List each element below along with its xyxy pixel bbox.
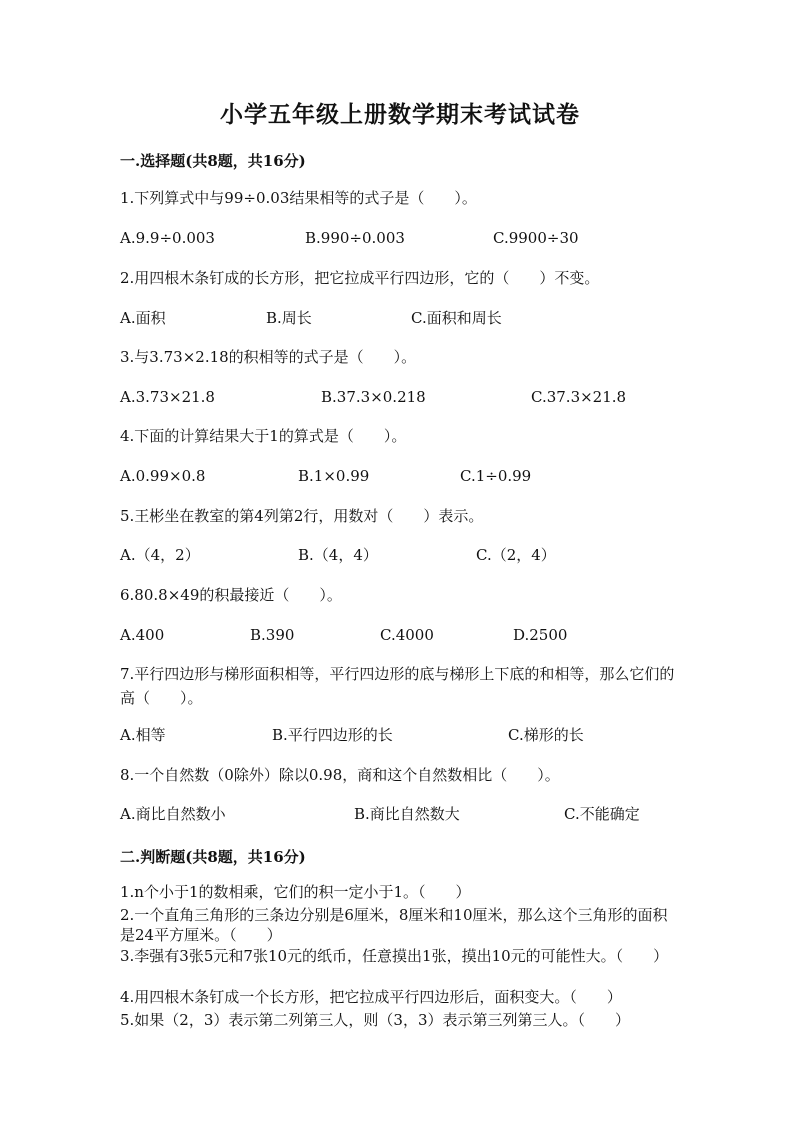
question-2: 2.用四根木条钉成的长方形，把它拉成平行四边形，它的（ ）不变。: [120, 269, 600, 287]
judge-item-2: 2.一个直角三角形的三条边分别是6厘米，8厘米和10厘米，那么这个三角形的面积是24平方厘米。（ ）: [120, 906, 668, 944]
q7-option-a: A.相等: [120, 726, 166, 744]
q2-option-a: A.面积: [120, 309, 166, 327]
question-3: 3.与3.73×2.18的积相等的式子是（ ）。: [120, 348, 417, 366]
q6-option-d: D.2500: [513, 626, 568, 644]
q6-option-b: B.390: [250, 626, 295, 644]
q8-option-c: C.不能确定: [564, 805, 640, 823]
judge-item-1: 1.n个小于1的数相乘，它们的积一定小于1。（ ）: [120, 883, 471, 901]
q3-option-c: C.37.3×21.8: [531, 388, 627, 406]
question-8: 8.一个自然数（0除外）除以0.98，商和这个自然数相比（ ）。: [120, 766, 560, 784]
q7-option-c: C.梯形的长: [508, 726, 584, 744]
q3-option-a: A.3.73×21.8: [120, 388, 215, 406]
question-4: 4.下面的计算结果大于1的算式是（ ）。: [120, 427, 407, 445]
q5-option-a: A.（4，2）: [120, 546, 200, 564]
question-5: 5.王彬坐在教室的第4列第2行，用数对（ ）表示。: [120, 507, 484, 525]
q7-option-b: B.平行四边形的长: [272, 726, 393, 744]
q3-option-b: B.37.3×0.218: [321, 388, 426, 406]
section-heading-choice: 一.选择题(共8题，共16分): [120, 152, 306, 170]
judge-item-3: 3.李强有3张5元和7张10元的纸币，任意摸出1张，摸出10元的可能性大。（ ）: [120, 947, 669, 965]
q2-option-b: B.周长: [266, 309, 312, 327]
q4-option-b: B.1×0.99: [298, 467, 370, 485]
q4-option-c: C.1÷0.99: [460, 467, 532, 485]
q5-option-c: C.（2，4）: [476, 546, 556, 564]
q4-option-a: A.0.99×0.8: [120, 467, 206, 485]
page-title: 小学五年级上册数学期末考试试卷: [220, 101, 580, 128]
q6-option-c: C.4000: [380, 626, 434, 644]
q1-option-b: B.990÷0.003: [305, 229, 405, 247]
judge-item-5: 5.如果（2，3）表示第二列第三人，则（3，3）表示第三列第三人。（ ）: [120, 1011, 630, 1029]
q5-option-b: B.（4，4）: [298, 546, 378, 564]
q1-option-a: A.9.9÷0.003: [120, 229, 215, 247]
q6-option-a: A.400: [120, 626, 165, 644]
question-6: 6.80.8×49的积最接近（ ）。: [120, 586, 342, 604]
question-1: 1.下列算式中与99÷0.03结果相等的式子是（ ）。: [120, 189, 477, 207]
q8-option-b: B.商比自然数大: [354, 805, 460, 823]
section-heading-judge: 二.判断题(共8题，共16分): [120, 848, 306, 866]
q2-option-c: C.面积和周长: [411, 309, 502, 327]
q1-option-c: C.9900÷30: [493, 229, 579, 247]
judge-item-4: 4.用四根木条钉成一个长方形，把它拉成平行四边形后，面积变大。（ ）: [120, 988, 622, 1006]
question-7: 7.平行四边形与梯形面积相等，平行四边形的底与梯形上下底的和相等，那么它们的高（ ）。: [120, 665, 675, 707]
q8-option-a: A.商比自然数小: [120, 805, 226, 823]
